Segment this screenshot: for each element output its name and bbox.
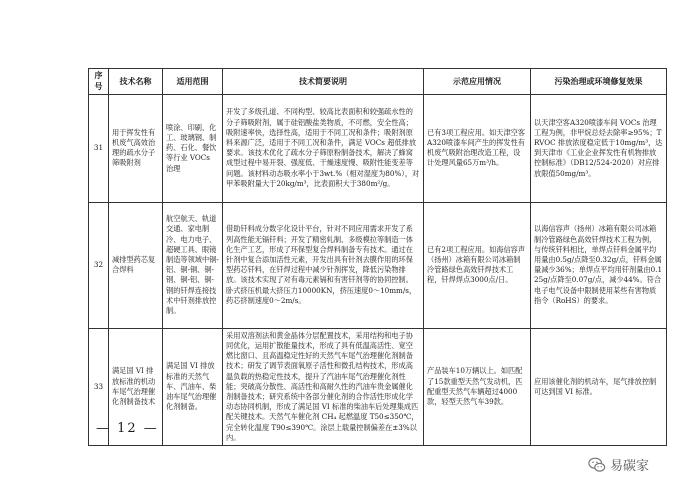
watermark-text: 易碳家 <box>610 459 650 474</box>
header-demo: 示范应用情况 <box>424 69 531 95</box>
row-effect: 以海信容声（扬州）冰箱有限公司冰箱制冷管路绿色高效钎焊技术工程为例，与传统钎料相比，单焊点钎料金属平均用量由0.5g/点降至0.32g/点，钎料金属量减少36%；单焊点平均用钎剂量由0.125g/点降至0.07g/点，减少44%。符合电子电气设备中限制使用某些有害物质指令（RoHS）的要求。 <box>531 202 667 328</box>
row-tech-name: 用于挥发性有机废气高效治理的疏水分子筛吸附剂 <box>109 94 163 202</box>
row-seq: 32 <box>89 202 109 328</box>
header-tech-name: 技术名称 <box>109 69 163 95</box>
header-scope: 适用范围 <box>163 69 223 95</box>
row-tech-name: 减排型药芯复合焊料 <box>109 202 163 328</box>
wechat-icon <box>588 456 606 474</box>
row-demo: 已有2项工程应用。如海信容声（扬州）冰箱有限公司冰箱制冷管路绿色高效钎焊技术工程，钎焊焊点3000点/日。 <box>424 202 531 328</box>
watermark <box>588 455 649 474</box>
table-row <box>89 94 667 202</box>
header-effect: 污染治理或环境修复效果 <box>531 69 667 95</box>
header-seq: 序号 <box>89 69 109 95</box>
table-header-row <box>89 69 667 95</box>
table-row <box>89 328 667 445</box>
row-seq: 31 <box>89 94 109 202</box>
header-description: 技术简要说明 <box>223 69 424 95</box>
row-seq: 33 <box>89 328 109 445</box>
row-scope: 喷涂、印刷、化工、玻璃钢、制药、石化、餐饮等行业 VOCs 治理 <box>163 94 223 202</box>
row-scope: 航空航天、轨道交通、家电制冷、电力电子、超硬工具、眼镜制造等领域中铜-铝、铜-铜、铜-钢、铜-铝、铜-钢的钎焊连接技术中钎剂排放控制。 <box>163 202 223 328</box>
page-number: — 12 — <box>96 421 159 436</box>
row-description: 借助钎料成分数字化设计平台，针对不同应用需求开发了系列高性能无镉钎料；开发了精密轧制、多级模拉等制造一体化生产工艺，形成了环保型复合焊料制备专有技术。通过在针剂中复合添加活性元素，开发出具有针剂去膜作用的环保型药芯钎料，在钎焊过程中减少针剂挥发，降低污染物排放。该技术实现了对有毒元素镉和有害钎剂等的协同控制。卧式挤压机最大挤压力10000KN，挤压速度0～10mm/s，药芯挤制速度0～2m/s。 <box>223 202 424 328</box>
table-row <box>89 202 667 328</box>
row-demo: 产品装车10万辆以上。如匹配了15款重型天然气发动机，匹配重型天然气车辆超过4000款，轻型天然气车39款。 <box>424 328 531 445</box>
row-demo: 已有3项工程应用。如天津空客A320喷漆车间产生的挥发性有机废气吸附治理改造工程，设计处理风量65万m³/h。 <box>424 94 531 202</box>
technology-table <box>88 68 667 446</box>
row-tech-name: 满足国 VI 排放标准的机动车尾气治理催化剂制备技术 <box>109 328 163 445</box>
row-description: 采用双溶剂法和黄金晶体分层配置技术，采用结构和电子协同优化，运用扩散能量技术，形成了具有低温高活性、宽空燃比窗口、且高温稳定性好的天然气车尾气治理催化剂制备技术；研发了调节表面氧原子活性和微孔结构技术，形成高温负载的热稳定性技术，提升了汽油车尾气治理催化剂性能；突破高分散性、高活性和高耐久性的汽油车贵金属催化剂制备技术；研究系统中各部分催化剂的合作活性形成化学动态协同机制，形成了满足国 VI 标准的柴油车后处理集成匹配关键技术。天然气车催化剂 CH₄ 起燃温度 T50≤350℃，完全转化温度 T90≤390℃。涂层上载量控制偏差在±3%以内。 <box>223 328 424 445</box>
row-effect: 应用该催化剂的机动车，尾气排放控制可达到国 VI 标准。 <box>531 328 667 445</box>
row-effect: 以天津空客A320喷漆车间 VOCs 治理工程为例，非甲烷总烃去除率≥95%；TRVOC 排放浓度稳定低于10mg/m³，达到天津市《工业企业挥发性有机物排放控制标准》（DB12/524-2020）对应排放限值50mg/m³。 <box>531 94 667 202</box>
row-description: 开发了多级孔道、不同构型、较高比表面积和较强疏水性的分子筛吸附剂，属于硅铝酸盐类物质，不可燃，安全性高；吸附速率快，选择性高，适用于不同工况和条件；吸附剂原料来源广泛，适用于不同工况和条件，满足 VOCs 超低排放要求。该技术优化了疏水分子筛原粉制备技术，解决了蜂窝成型过程中易开裂、强度低、干燥速度慢、吸附性能变差等问题。该材料动态吸水率小于3wt.%（相对湿度为80%），对甲苯吸附量大于20kg/m³，比表面积大于380m²/g。 <box>223 94 424 202</box>
row-scope: 满足国 VI 排放标准的天然气车、汽油车、柴油车尾气治理催化剂制备。 <box>163 328 223 445</box>
